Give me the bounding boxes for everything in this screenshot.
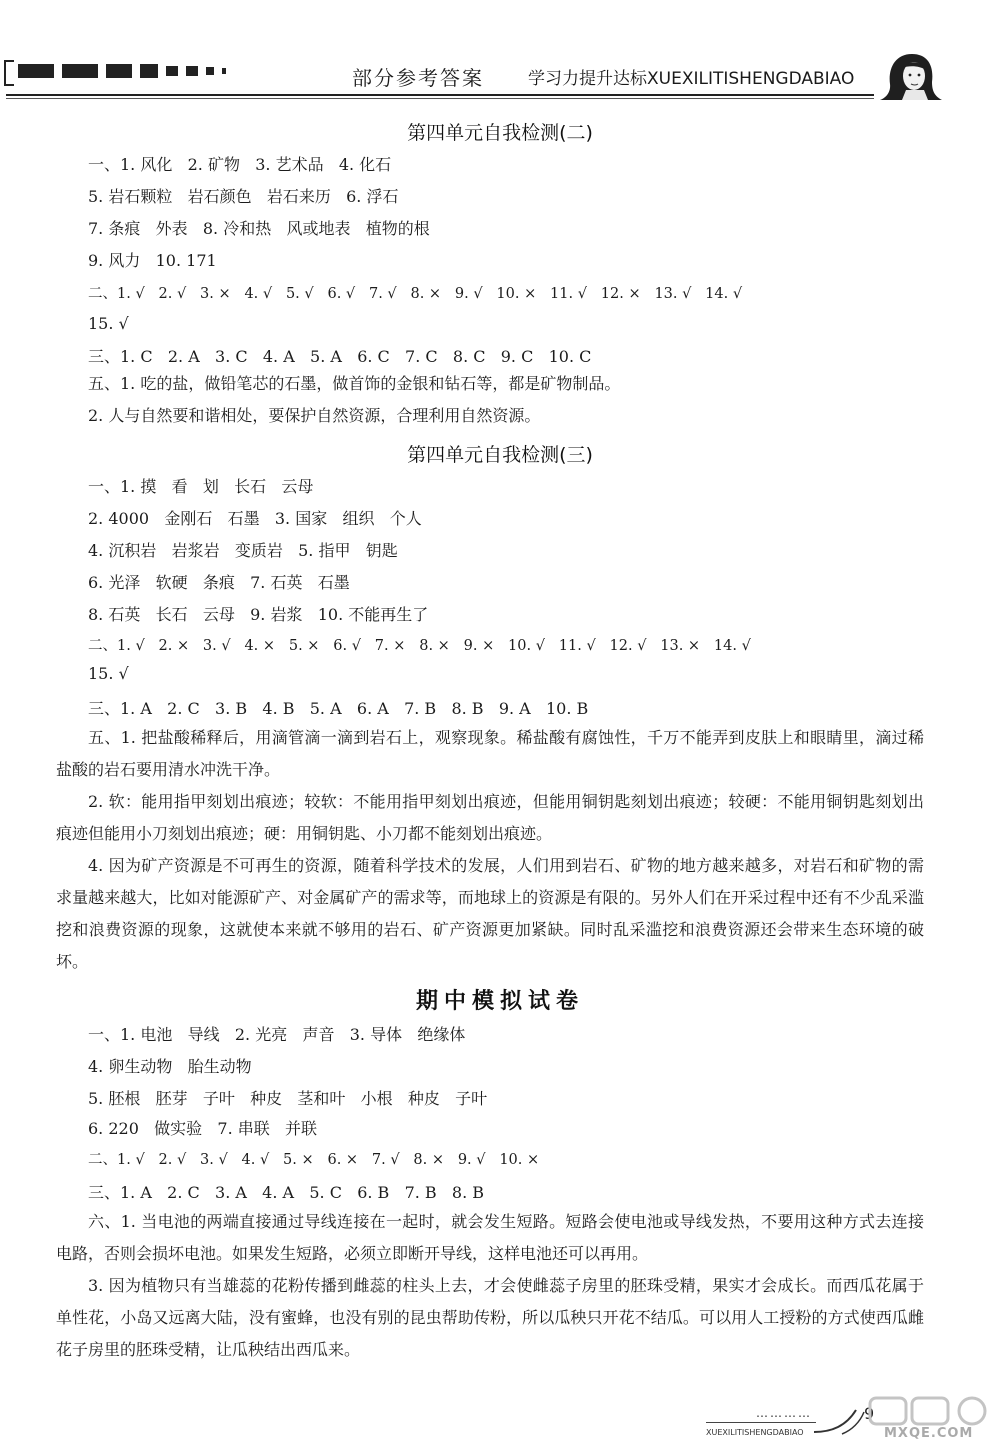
section-title-midterm: 期中模拟试卷: [415, 988, 584, 1014]
answer-line: 一、1. 电池 导线 2. 光亮 声音 3. 导体 绝缘体: [88, 1025, 466, 1044]
answer-line: 一、1. 摸 看 划 长石 云母: [88, 477, 314, 496]
answer-line: 9. 风力 10. 171: [88, 251, 217, 270]
answer-paragraph: 五、1. 吃的盐，做铅笔芯的石墨，做首饰的金银和钻石等，都是矿物制品。: [88, 374, 621, 393]
answer-line-choice: 三、1. C 2. A 3. C 4. A 5. A 6. C 7. C 8. C 9. C 10. C: [88, 347, 592, 366]
header-rule-thin: [6, 98, 874, 99]
answer-line-choice: 三、1. A 2. C 3. B 4. B 5. A 6. A 7. B 8. B 9. A 10. B: [88, 699, 589, 718]
answer-line: 4. 沉积岩 岩浆岩 变质岩 5. 指甲 钥匙: [88, 541, 398, 560]
answer-line: 5. 岩石颗粒 岩石颜色 岩石来历 6. 浮石: [88, 187, 399, 206]
footer-series-name: XUEXILITISHENGDABIAO: [706, 1428, 804, 1437]
answer-line: 15. √: [88, 314, 129, 333]
answer-line: 5. 胚根 胚芽 子叶 种皮 茎和叶 小根 种皮 子叶: [88, 1089, 488, 1108]
answer-paragraph: 2. 软：能用指甲刻划出痕迹；较软：不能用指甲刻划出痕迹，但能用铜钥匙刻划出痕迹；较硬：不能用铜钥匙刻划出痕迹但能用小刀刻划出痕迹；硬：用铜钥匙、小刀都不能刻划出痕迹。: [56, 792, 924, 843]
footer-dots: …………: [756, 1406, 812, 1420]
girl-portrait-icon: [872, 50, 948, 102]
section-title-unit4-test2: 第四单元自我检测(二): [407, 122, 593, 144]
answer-line-judgement: 二、1. √ 2. √ 3. × 4. √ 5. √ 6. √ 7. √ 8. × 9. √ 10. × 11. √ 12. × 13. √ 14. √: [88, 286, 743, 302]
answer-line-judgement: 二、1. √ 2. √ 3. √ 4. √ 5. × 6. × 7. √ 8. × 9. √ 10. ×: [88, 1152, 540, 1168]
footer-rule: [706, 1422, 816, 1423]
answer-line-choice: 三、1. A 2. C 3. A 4. A 5. C 6. B 7. B 8. B: [88, 1183, 485, 1202]
answer-line: 2. 4000 金刚石 石墨 3. 国家 组织 个人: [88, 509, 422, 528]
header-bracket-decoration: [4, 60, 14, 86]
header-block-decoration: [18, 64, 234, 78]
header-rule: [6, 94, 874, 96]
answer-line-judgement: 二、1. √ 2. × 3. √ 4. × 5. × 6. √ 7. × 8. × 9. × 10. √ 11. √ 12. √ 13. × 14. √: [88, 638, 751, 654]
header-series-name: 学习力提升达标XUEXILITISHENGDABIAO: [528, 69, 855, 89]
section-title-unit4-test3: 第四单元自我检测(三): [407, 444, 593, 466]
answer-paragraph: 3. 因为植物只有当雄蕊的花粉传播到雌蕊的柱头上去，才会使雌蕊子房里的胚珠受精，果实才会成长。而西瓜花属于单性花，小岛又远离大陆，没有蜜蜂，也没有别的昆虫帮助传粉，所以瓜秧只开花不结瓜。可以用人工授粉的方式使西瓜雌花子房里的胚珠受精，让瓜秧结出西瓜来。: [56, 1276, 924, 1359]
page-header: [0, 50, 1000, 100]
page-number: 9: [864, 1404, 875, 1423]
header-title: 部分参考答案: [352, 66, 484, 90]
answer-line: 6. 光泽 软硬 条痕 7. 石英 石墨: [88, 573, 350, 592]
answer-paragraph: 五、1. 把盐酸稀释后，用滴管滴一滴到岩石上，观察现象。稀盐酸有腐蚀性，千万不能弄到皮肤上和眼睛里，滴过稀盐酸的岩石要用清水冲洗干净。: [56, 728, 924, 779]
footer-swoosh-icon: [812, 1402, 875, 1436]
answer-paragraph: 六、1. 当电池的两端直接通过导线连接在一起时，就会发生短路。短路会使电池或导线发热，不要用这种方式去连接电路，否则会损坏电池。如果发生短路，必须立即断开导线，这样电池还可以再用。: [56, 1212, 924, 1263]
answer-line: 15. √: [88, 664, 129, 683]
answer-line: 7. 条痕 外表 8. 冷和热 风或地表 植物的根: [88, 219, 430, 238]
answer-paragraph: 2. 人与自然要和谐相处，要保护自然资源，合理利用自然资源。: [88, 406, 541, 425]
watermark-text: MXQE.COM: [884, 1426, 974, 1441]
answer-paragraph: 4. 因为矿产资源是不可再生的资源，随着科学技术的发展，人们用到岩石、矿物的地方越来越多，对岩石和矿物的需求量越来越大，比如对能源矿产、对金属矿产的需求等，而地球上的资源是有限的。另外人们在开采过程中还有不少乱采滥挖和浪费资源的现象，这就使本来就不够用的岩石、矿产资源更加紧缺。同时乱采滥挖和浪费资源还会带来生态环境的破坏。: [56, 856, 924, 971]
answer-line: 一、1. 风化 2. 矿物 3. 艺术品 4. 化石: [88, 155, 392, 174]
answer-line: 8. 石英 长石 云母 9. 岩浆 10. 不能再生了: [88, 605, 429, 624]
answer-line: 4. 卵生动物 胎生动物: [88, 1057, 252, 1076]
page-footer: [0, 1396, 1000, 1448]
answer-line: 6. 220 做实验 7. 串联 并联: [88, 1119, 318, 1138]
